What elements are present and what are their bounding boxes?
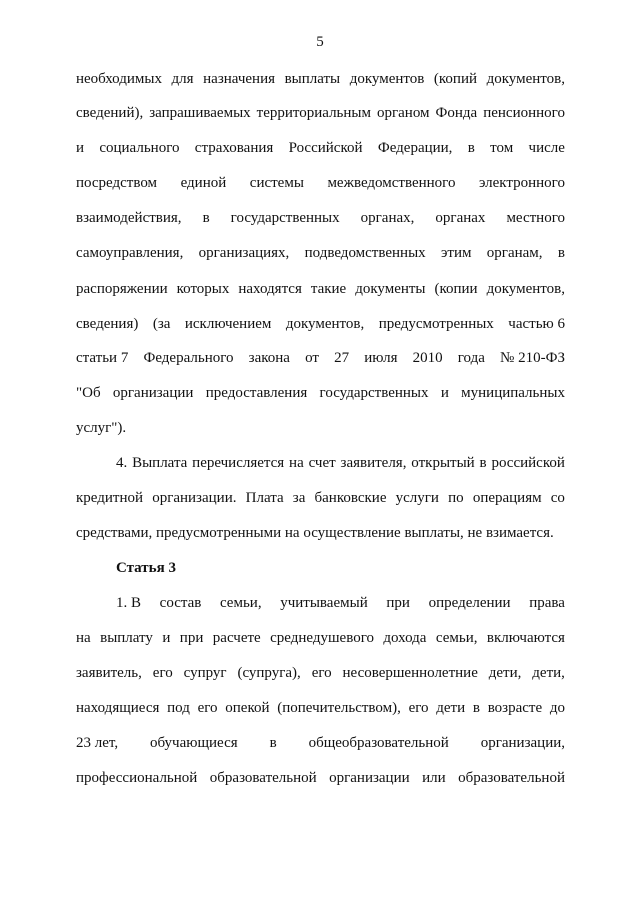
word: в — [269, 735, 277, 751]
word: перечисляется — [192, 455, 285, 471]
word: организации — [329, 770, 410, 786]
word: в — [202, 210, 210, 226]
word: 27 — [334, 350, 350, 366]
word: Федерального — [143, 350, 234, 366]
word: среднедушевого — [270, 630, 374, 646]
word: дети — [436, 700, 466, 716]
word: состав — [159, 595, 202, 611]
word: счет — [308, 455, 336, 471]
word: сведений), — [76, 105, 144, 121]
text-line — [76, 209, 565, 227]
word: такие — [310, 281, 347, 297]
word: числе — [528, 140, 565, 156]
word: заявителя, — [340, 455, 407, 471]
page-number: 5 — [316, 34, 324, 50]
word: пенсионного — [483, 105, 565, 121]
text-line — [76, 280, 565, 298]
word: предоставления — [205, 385, 308, 401]
word: года — [457, 350, 485, 366]
text-line — [76, 734, 565, 752]
word: несовершеннолетние — [342, 665, 478, 681]
word: местного — [506, 210, 565, 226]
word: исключением — [184, 316, 272, 332]
word: Фонда — [435, 105, 478, 121]
word: органам, — [486, 245, 543, 261]
word: которых — [176, 281, 230, 297]
text-line — [76, 70, 565, 88]
word: единой — [180, 175, 227, 191]
text-line — [76, 524, 565, 542]
text-line — [76, 489, 565, 507]
word: организации — [112, 385, 194, 401]
word: или — [422, 770, 446, 786]
word: системы — [249, 175, 304, 191]
text-line — [76, 315, 565, 333]
word: предусмотренных — [378, 316, 494, 332]
word: Федерации, — [377, 140, 453, 156]
word: семьи, — [435, 630, 478, 646]
word: органах — [435, 210, 486, 226]
word: электронного — [478, 175, 565, 191]
word: государственных — [319, 385, 429, 401]
word: (супруга), — [237, 665, 301, 681]
word: находящиеся — [76, 700, 160, 716]
text-line — [76, 699, 565, 717]
word: кредитной — [76, 490, 144, 506]
word: организациях, — [198, 245, 290, 261]
text-line — [76, 629, 565, 647]
word: назначения — [203, 71, 275, 87]
word: социального — [99, 140, 180, 156]
text-line — [76, 174, 565, 192]
word: том — [490, 140, 514, 156]
word: услуг"). — [76, 420, 127, 436]
word: закона — [248, 350, 290, 366]
word: (копий — [433, 71, 478, 87]
word: 4. — [116, 455, 128, 471]
word: посредством — [76, 175, 158, 191]
word: 23 лет, — [76, 735, 119, 751]
text-line — [76, 664, 565, 682]
word: частью 6 — [508, 316, 565, 332]
word: межведомственного — [327, 175, 456, 191]
word: (попечительством), — [277, 700, 401, 716]
word: средствами, предусмотренными на осуществление выплаты, не взимается. — [76, 525, 554, 541]
text-line — [76, 419, 565, 437]
word: 2010 — [412, 350, 443, 366]
word: профессиональной — [76, 770, 198, 786]
word: в — [467, 140, 475, 156]
word: документы — [355, 281, 426, 297]
word: его — [152, 665, 173, 681]
word: за — [292, 490, 306, 506]
word: операциям — [472, 490, 542, 506]
word: права — [529, 595, 565, 611]
word: самоуправления, — [76, 245, 184, 261]
word: в — [472, 700, 480, 716]
word: запрашиваемых — [149, 105, 251, 121]
word: организации, — [480, 735, 565, 751]
word: определении — [428, 595, 511, 611]
word: органом — [377, 105, 430, 121]
word: № 210-ФЗ — [500, 350, 565, 366]
word: и — [76, 140, 85, 156]
word: (за — [152, 316, 171, 332]
word: Статья 3 — [116, 560, 176, 576]
word: при — [179, 630, 204, 646]
text-line — [116, 454, 565, 472]
word: под — [167, 700, 190, 716]
word: необходимых — [76, 71, 162, 87]
word: сведения) — [76, 316, 139, 332]
word: на — [289, 455, 304, 471]
word: возрасте — [487, 700, 543, 716]
word: его — [311, 665, 332, 681]
word: его — [197, 700, 218, 716]
word: до — [549, 700, 565, 716]
word: включаются — [486, 630, 565, 646]
word: при — [386, 595, 410, 611]
word: в — [479, 455, 487, 471]
word: обучающиеся — [150, 735, 238, 751]
word: российской — [491, 455, 565, 471]
word: супруг — [183, 665, 227, 681]
text-line — [76, 104, 565, 122]
word: Российской — [288, 140, 363, 156]
word: заявитель, — [76, 665, 142, 681]
word: опекой — [225, 700, 270, 716]
word: учитываемый — [280, 595, 368, 611]
word: этим — [440, 245, 472, 261]
word: распоряжении — [76, 281, 168, 297]
article-heading — [116, 559, 565, 577]
word: июля — [364, 350, 398, 366]
word: и — [440, 385, 449, 401]
word: органах, — [360, 210, 415, 226]
word: расчете — [212, 630, 261, 646]
word: дети, — [488, 665, 522, 681]
word: выплату — [100, 630, 153, 646]
word: государственных — [230, 210, 340, 226]
word: выплаты — [284, 71, 341, 87]
word: образовательной — [458, 770, 565, 786]
text-line — [116, 594, 565, 612]
word: в — [557, 245, 565, 261]
word: документов, — [486, 71, 565, 87]
word: банковские — [314, 490, 387, 506]
text-line — [76, 384, 565, 402]
word: на — [76, 630, 91, 646]
word: по — [448, 490, 464, 506]
word: открытый — [411, 455, 475, 471]
word: Выплата — [132, 455, 188, 471]
word: услуги — [395, 490, 439, 506]
word: его — [408, 700, 429, 716]
word: для — [171, 71, 194, 87]
word: (копии — [434, 281, 478, 297]
word: документов, — [285, 316, 365, 332]
text-line — [76, 244, 565, 262]
word: статьи 7 — [76, 350, 129, 366]
text-line — [76, 349, 565, 367]
word: Плата — [245, 490, 284, 506]
word: муниципальных — [461, 385, 565, 401]
word: дети, — [532, 665, 565, 681]
text-line — [76, 769, 565, 787]
word: от — [305, 350, 319, 366]
word: территориальным — [256, 105, 371, 121]
word: и — [162, 630, 171, 646]
word: со — [550, 490, 565, 506]
word: 1. В — [116, 595, 142, 611]
text-line — [76, 139, 565, 157]
word: семьи, — [219, 595, 262, 611]
word: находятся — [238, 281, 302, 297]
word: документов, — [486, 281, 565, 297]
word: дохода — [383, 630, 427, 646]
word: образовательной — [209, 770, 317, 786]
word: подведомственных — [304, 245, 426, 261]
word: страхования — [194, 140, 274, 156]
word: общеобразовательной — [308, 735, 449, 751]
word: организации. — [152, 490, 237, 506]
word: "Об — [76, 385, 101, 401]
word: взаимодействия, — [76, 210, 182, 226]
word: документов — [349, 71, 425, 87]
